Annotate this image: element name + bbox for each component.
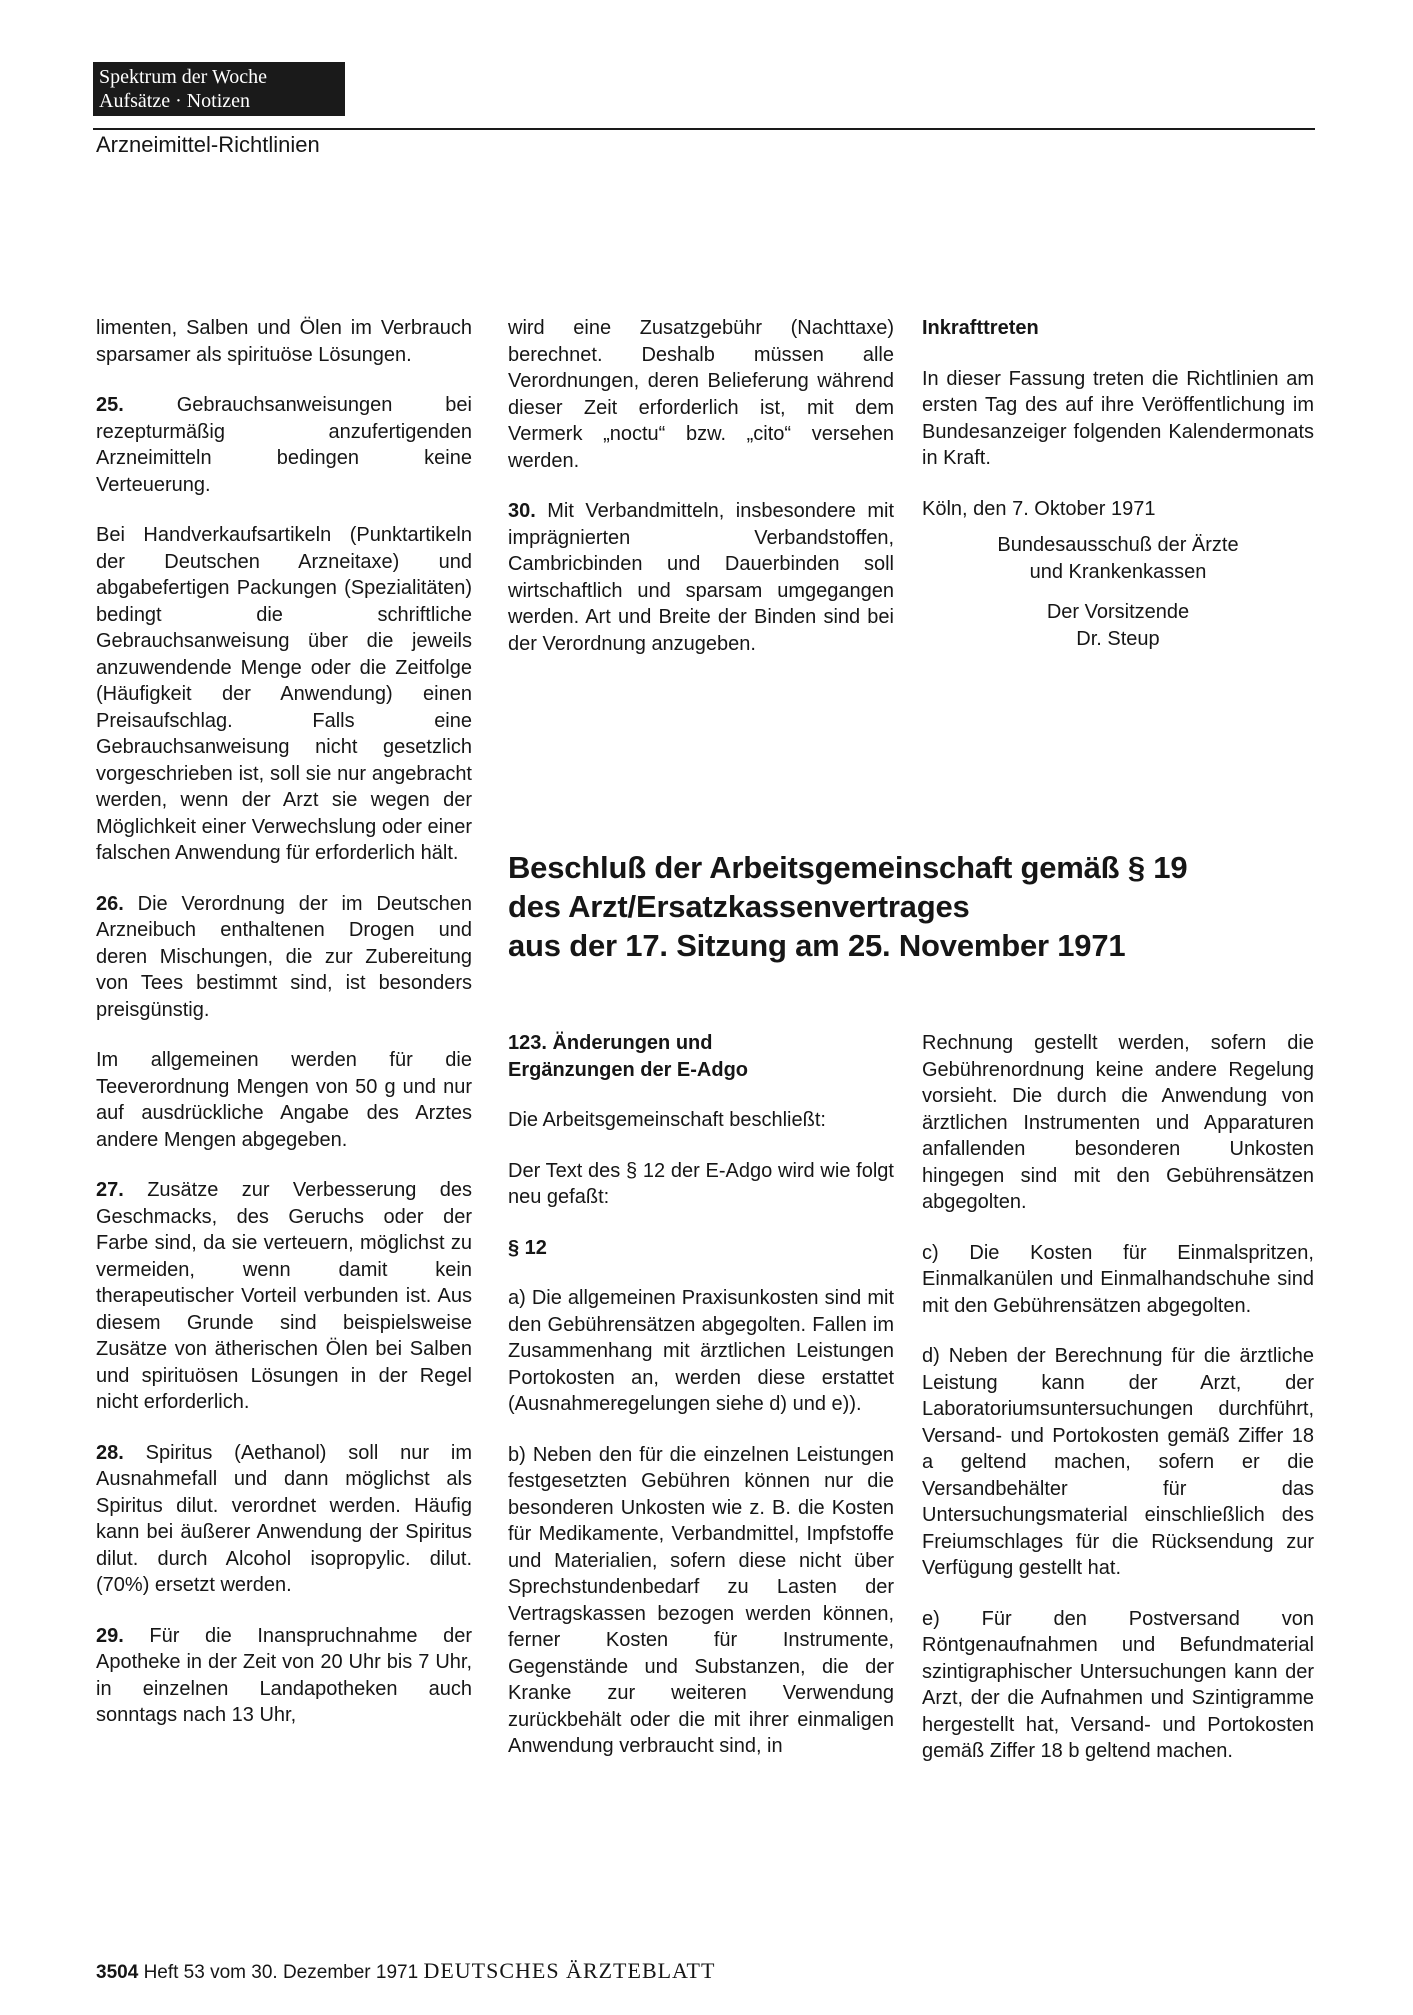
signature-organization: Bundesausschuß der Ärzte und Krankenkassen [997, 534, 1239, 583]
paragraph-27: 27. Zusätze zur Verbesserung des Geschmacks, des Geruchs oder der Farbe sind, da sie verteuern, möglichst zu vermeiden, wenn damit kein therapeutischer Vorteil verbunden ist. Aus diesem Grunde sind beispielsweise Zusätze von ätherischen Ölen bei Salben und spirituösen Lösungen in der Regel nicht erforderlich. [96, 1179, 472, 1413]
article-headline [508, 848, 1314, 965]
paragraph-number: 26. [96, 892, 124, 915]
paragraph-30: 30. Mit Verbandmitteln, insbesondere mit imprägnierten Verbandstoffen, Cambricbinden und Dauerbinden soll wirtschaftlich und sparsam umgegangen werden. Art und Breite der Binden sind bei der Verordnung anzugeben. [508, 500, 894, 655]
paragraph-28: 28. Spiritus (Aethanol) soll nur im Ausnahmefall und dann möglichst als Spiritus dilut. verordnet werden. Häufig kann bei äußerer Anwendung der Spiritus dilut. durch Alcohol isopropylic. dilut. (70%) ersetzt werden. [96, 1441, 472, 1596]
subheading-123: 123. Änderungen und Ergänzungen der E-Adgo [508, 1032, 748, 1081]
paragraph-e: e) Für den Postversand von Röntgenaufnahmen und Befundmaterial szintigraphischer Untersuchungen kann der Arzt, der die Aufnahmen und Szintigramme hergestellt hat, Versand- und Portokosten gemäß Ziffer 18 b geltend machen. [922, 1607, 1314, 1762]
paragraph-c: c) Die Kosten für Einmalspritzen, Einmalkanülen und Einmalhandschuhe sind mit den Gebührensätzen abgegolten. [922, 1241, 1314, 1317]
date-line: Köln, den 7. Oktober 1971 [922, 497, 1156, 520]
paragraph-number: 25. [96, 394, 124, 416]
paragraph-number: 27. [96, 1179, 124, 1201]
column-2 [508, 315, 894, 657]
paragraph-d: d) Neben der Berechnung für die ärztliche Leistung kann der Arzt, der Laboratoriumsuntersuchungen durchführt, Versand- und Portokosten gemäß Ziffer 18 a geltend machen, sofern er die Versandbehälter für das Untersuchungsmaterial einschließlich des Freiumschlages für die Rücksendung zur Verfügung gestellt hat. [922, 1345, 1314, 1579]
column-1 [96, 315, 472, 1729]
section-label-line-2: Aufsätze · Notizen [99, 90, 251, 112]
headline-line-3: aus der 17. Sitzung am 25. November 1971 [508, 928, 1126, 963]
headline-line-1: Beschluß der Arbeitsgemeinschaft gemäß § 19 [508, 850, 1188, 885]
paragraph-26: 26. Die Verordnung der im Deutschen Arzneibuch enthaltenen Drogen und deren Mischungen, die zur Zubereitung von Tees bestimmt sind, ist besonders preisgünstig. [96, 892, 472, 1021]
page-number: 3504 [96, 1962, 139, 1983]
paragraph-b: b) Neben den für die einzelnen Leistungen festgesetzten Gebühren können nur die besonderen Unkosten wie z. B. die Kosten für Medikamente, Verbandmittel, Impfstoffe und Materialien, sofern diese nicht über Sprechstundenbedarf zu Lasten der Vertragskassen bezogen werden können, ferner Kosten für Instrumente, Gegenstände und Substanzen, die der Kranke zur weiteren Verwendung zurückbehält oder die mit ihrer einmaligen Anwendung verbraucht sind, in [508, 1443, 894, 1757]
paragraph: Rechnung gestellt werden, sofern die Gebührenordnung keine andere Regelung vorsieht. Die durch die Anwendung von ärztlichen Instrumenten und Apparaturen anfallenden besonderen Unkosten hingegen sind mit den Gebührensätzen abgegolten. [922, 1032, 1314, 1213]
paragraph: Die Arbeitsgemeinschaft beschließt: [508, 1109, 826, 1131]
page-footer [96, 1958, 715, 1986]
paragraph: Der Text des § 12 der E-Adgo wird wie folgt neu gefaßt: [508, 1159, 894, 1208]
issue-info: Heft 53 vom 30. Dezember 1971 [143, 1962, 419, 1983]
paragraph: wird eine Zusatzgebühr (Nachttaxe) berechnet. Deshalb müssen alle Verordnungen, deren Belieferung während dieser Zeit erforderlich ist, mit dem Vermerk „noctu“ bzw. „cito“ versehen werden. [508, 317, 894, 472]
section-title: Arzneimittel-Richtlinien [96, 132, 320, 157]
signature-chair: Der Vorsitzende Dr. Steup [1046, 601, 1190, 650]
column-5 [922, 1030, 1314, 1765]
paragraph-number: 30. [508, 500, 536, 522]
magazine-name: DEUTSCHES ÄRZTEBLATT [423, 1958, 716, 1983]
paragraph: Bei Handverkaufsartikeln (Punktartikeln der Deutschen Arzneitaxe) und abgabefertigen Packungen (Spezialitäten) bedingt die schriftliche Gebrauchsanweisung über die jeweils anzuwendende Menge oder die Zeitfolge (Häufigkeit der Anwendung) einen Preisaufschlag. Falls eine Gebrauchsanweisung nicht gesetzlich vorgeschrieben ist, soll sie nur angebracht werden, wenn der Arzt sie wegen der Möglichkeit einer Verwechslung oder einer falschen Anwendung für erforderlich hält. [96, 524, 472, 864]
paragraph-number: 28. [96, 1441, 124, 1464]
paragraph-heading-12: § 12 [508, 1236, 547, 1259]
subheading-inkrafttreten: Inkrafttreten [922, 317, 1039, 339]
paragraph-a: a) Die allgemeinen Praxisunkosten sind mit den Gebührensätzen abgegolten. Fallen im Zusammenhang mit ärztlichen Leistungen Portokosten an, werden diese erstattet (Ausnahmeregelungen siehe d) und e)). [508, 1287, 894, 1415]
column-4 [508, 1030, 894, 1760]
paragraph-number: 29. [96, 1624, 124, 1647]
headline-line-2: des Arzt/Ersatzkassenvertrages [508, 889, 970, 924]
journal-section-label [93, 62, 345, 116]
paragraph-29: 29. Für die Inanspruchnahme der Apotheke in der Zeit von 20 Uhr bis 7 Uhr, in einzelnen Landapotheken auch sonntags nach 13 Uhr, [96, 1624, 472, 1726]
paragraph-25: 25. Gebrauchsanweisungen bei rezepturmäßig anzufertigenden Arzneimitteln bedingen keine Verteuerung. [96, 394, 472, 496]
column-3 [922, 315, 1314, 666]
paragraph: In dieser Fassung treten die Richtlinien am ersten Tag des auf ihre Veröffentlichung im Bundesanzeiger folgenden Kalendermonats in Kraft. [922, 367, 1314, 469]
section-label-line-1: Spektrum der Woche [99, 66, 267, 88]
paragraph: Im allgemeinen werden für die Teeverordnung Mengen von 50 g und nur auf ausdrückliche Angabe des Arztes andere Mengen abgegeben. [96, 1049, 472, 1151]
paragraph: limenten, Salben und Ölen im Verbrauch sparsamer als spirituöse Lösungen. [96, 317, 472, 366]
